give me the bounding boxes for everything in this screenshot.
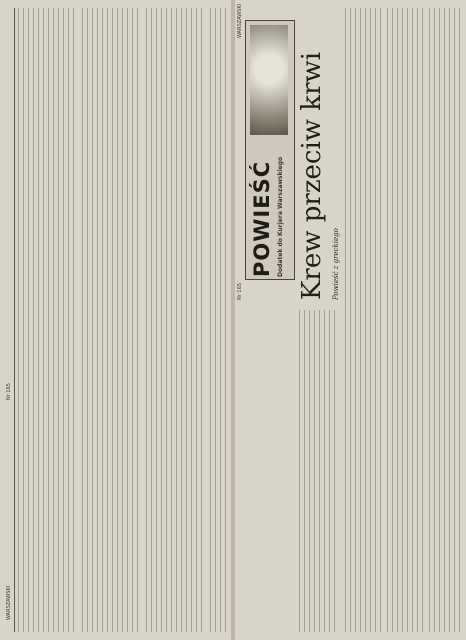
- masthead-illustration: [250, 25, 288, 135]
- left-text-column-3: [146, 8, 206, 632]
- left-text-column-1: [18, 8, 78, 632]
- right-page-number: Nr 165: [237, 283, 243, 300]
- right-text-column-2: [345, 8, 381, 632]
- masthead-box: [245, 20, 295, 280]
- left-page: [0, 0, 231, 640]
- left-text-column-2: [82, 8, 142, 632]
- left-text-column-4: [210, 8, 228, 632]
- right-text-column-3: [387, 8, 423, 632]
- right-page-paper-name: WARSZAWSKI: [237, 3, 243, 38]
- masthead-subtitle: Dodatek do Kurjera Warszawskiego: [277, 156, 284, 277]
- right-text-column-1: [299, 310, 339, 632]
- left-header-rule: [14, 8, 15, 632]
- masthead-title: POWIEŚĆ: [250, 160, 274, 277]
- story-subheadline: Powieść z greckiego: [332, 228, 340, 300]
- right-page: [235, 0, 466, 640]
- story-headline: Krew przeciw krwi: [297, 51, 327, 300]
- left-page-number: Nr 165: [6, 383, 12, 400]
- right-text-column-4: [429, 8, 463, 632]
- left-page-paper-name: WARSZAWSKI: [6, 585, 12, 620]
